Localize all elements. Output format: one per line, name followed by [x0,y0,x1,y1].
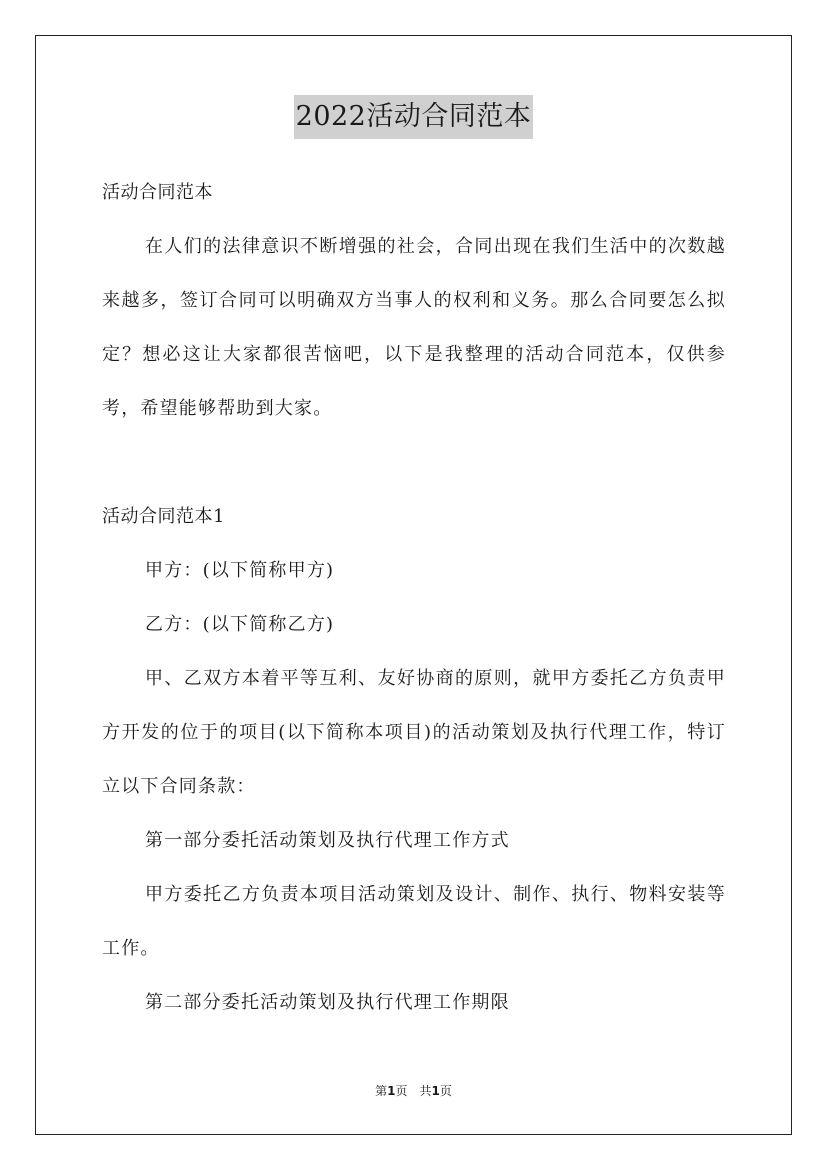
intro-paragraph: 在人们的法律意识不断增强的社会，合同出现在我们生活中的次数越来越多，签订合同可以明确双方当事人的权利和义务。那么合同要怎么拟定？想必这让大家都很苦恼吧，以下是我整理的活动合同范本，仅供参考，希望能够帮助到大家。 [102,236,726,419]
part1-title: 第一部分委托活动策划及执行代理工作方式 [145,830,510,851]
footer-current-page: 1 [387,1084,396,1098]
part1-paragraph: 甲方委托乙方负责本项目活动策划及设计、制作、执行、物料安装等工作。 [102,884,726,959]
title-container [0,95,827,139]
party-b-line: 乙方：(以下简称乙方) [145,614,335,635]
section-title: 活动合同范本1 [102,506,225,527]
footer-mid: 页 共 [395,1084,432,1098]
footer-total-pages: 1 [431,1084,440,1098]
page-footer [0,1083,827,1099]
footer-suffix: 页 [439,1084,452,1098]
party-a-line: 甲方：(以下简称甲方) [145,560,335,581]
document-body [102,166,726,1030]
paragraph-gap [102,436,726,490]
preamble-paragraph: 甲、乙双方本着平等互利、友好协商的原则，就甲方委托乙方负责甲方开发的位于的项目(以下简称本项目)的活动策划及执行代理工作，特订立以下合同条款： [102,668,726,797]
footer-prefix: 第 [375,1084,388,1098]
document-title: 2022活动合同范本 [294,95,534,139]
document-subtitle: 活动合同范本 [102,182,213,203]
part2-title: 第二部分委托活动策划及执行代理工作期限 [145,992,510,1013]
